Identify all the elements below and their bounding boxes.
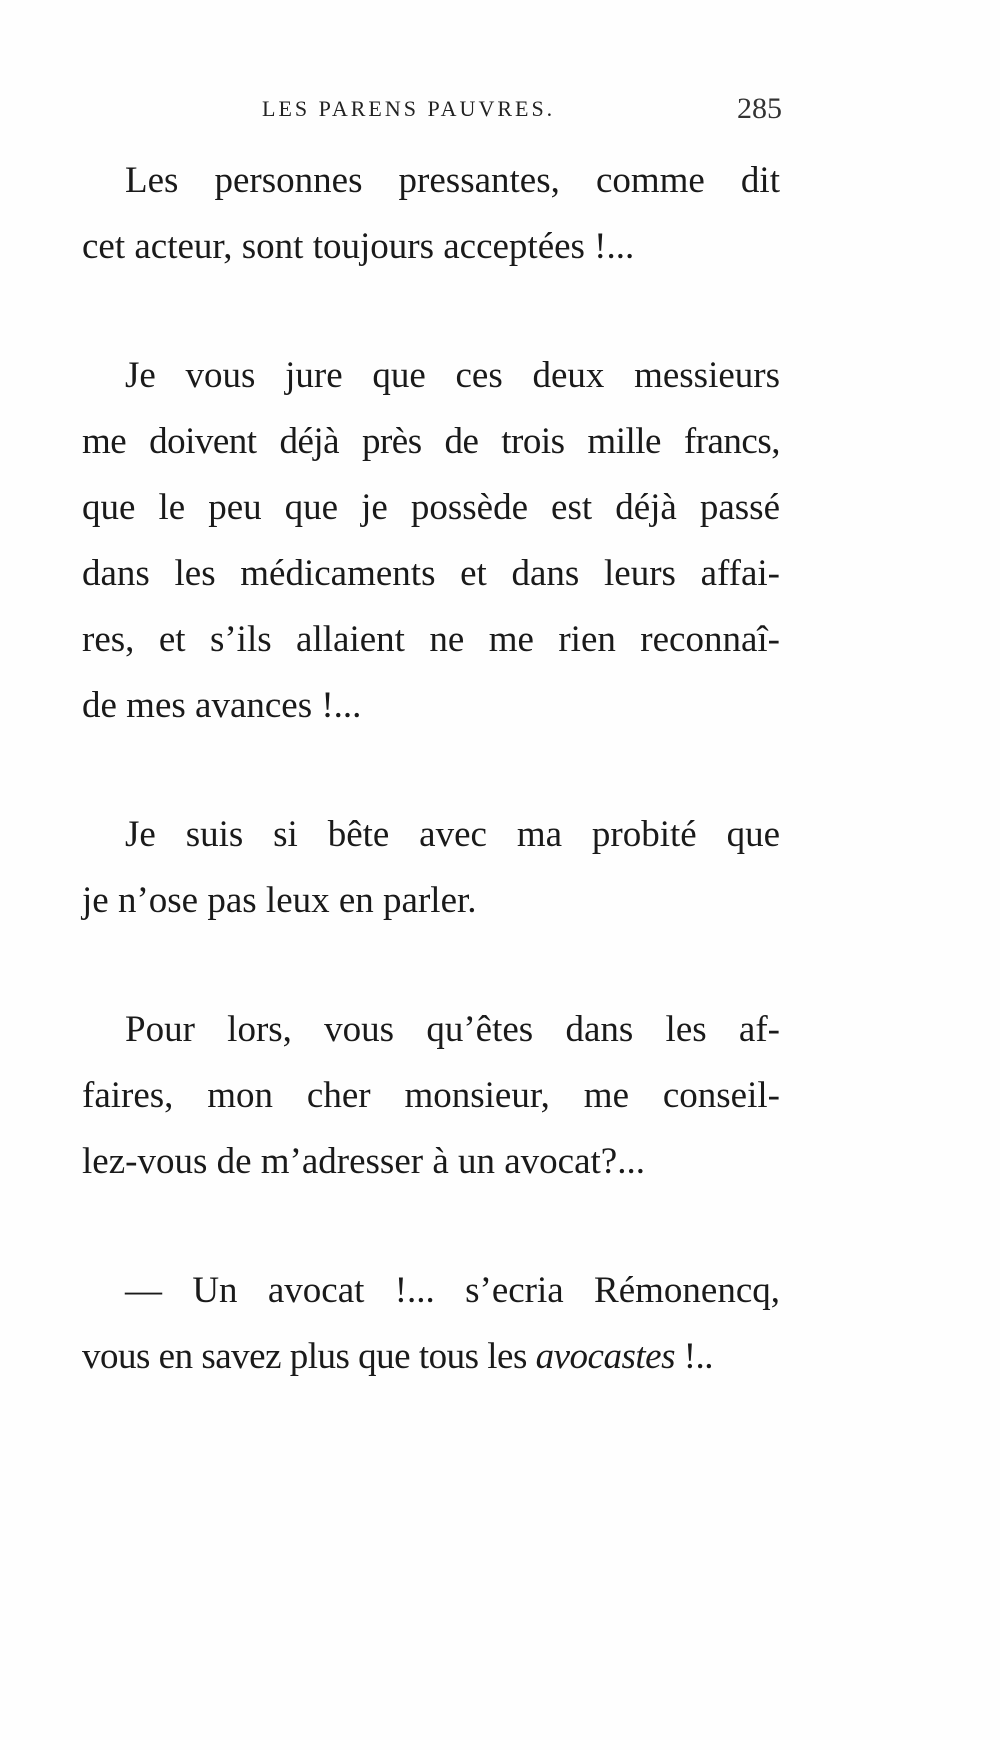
text-line: Je vous jure que ces deux messieurs bbox=[125, 355, 780, 396]
text-line: cet acteur, sont toujours acceptées !... bbox=[82, 226, 635, 267]
running-head bbox=[82, 92, 782, 132]
paragraph-3 bbox=[82, 802, 780, 934]
italic-word: avocastes bbox=[535, 1336, 675, 1377]
running-title: LES PARENS PAUVRES. bbox=[262, 96, 556, 121]
text-line: que le peu que je possède est déjà passé bbox=[82, 487, 780, 528]
text-line: Pour lors, vous qu’êtes dans les af- bbox=[125, 1009, 780, 1050]
text-line: dans les médicaments et dans leurs affai- bbox=[82, 553, 780, 594]
text-line: de mes avances !... bbox=[82, 685, 362, 726]
paragraph-5 bbox=[82, 1258, 780, 1390]
text-fragment: !.. bbox=[674, 1336, 714, 1377]
text-line: Les personnes pressantes, comme dit bbox=[125, 160, 780, 201]
text-line: me doivent déjà près de trois mille francs, bbox=[82, 421, 780, 462]
text-line: faires, mon cher monsieur, me conseil- bbox=[82, 1075, 780, 1116]
paragraph-1 bbox=[82, 148, 780, 280]
body-text bbox=[82, 148, 780, 1390]
text-line: — Un avocat !... s’ecria Rémonencq, bbox=[125, 1270, 780, 1311]
text-line: je n’ose pas leux en parler. bbox=[82, 880, 477, 921]
paragraph-2 bbox=[82, 343, 780, 739]
text-line: lez-vous de m’adresser à un avocat?... bbox=[82, 1141, 645, 1182]
text-line: res, et s’ils allaient ne me rien reconnaî- bbox=[82, 619, 780, 660]
page-number: 285 bbox=[737, 92, 782, 125]
paragraph-4 bbox=[82, 997, 780, 1195]
text-fragment: vous en savez plus que tous les bbox=[82, 1336, 536, 1377]
text-line: Je suis si bête avec ma probité que bbox=[125, 814, 780, 855]
text-line-with-italic bbox=[82, 1324, 780, 1390]
